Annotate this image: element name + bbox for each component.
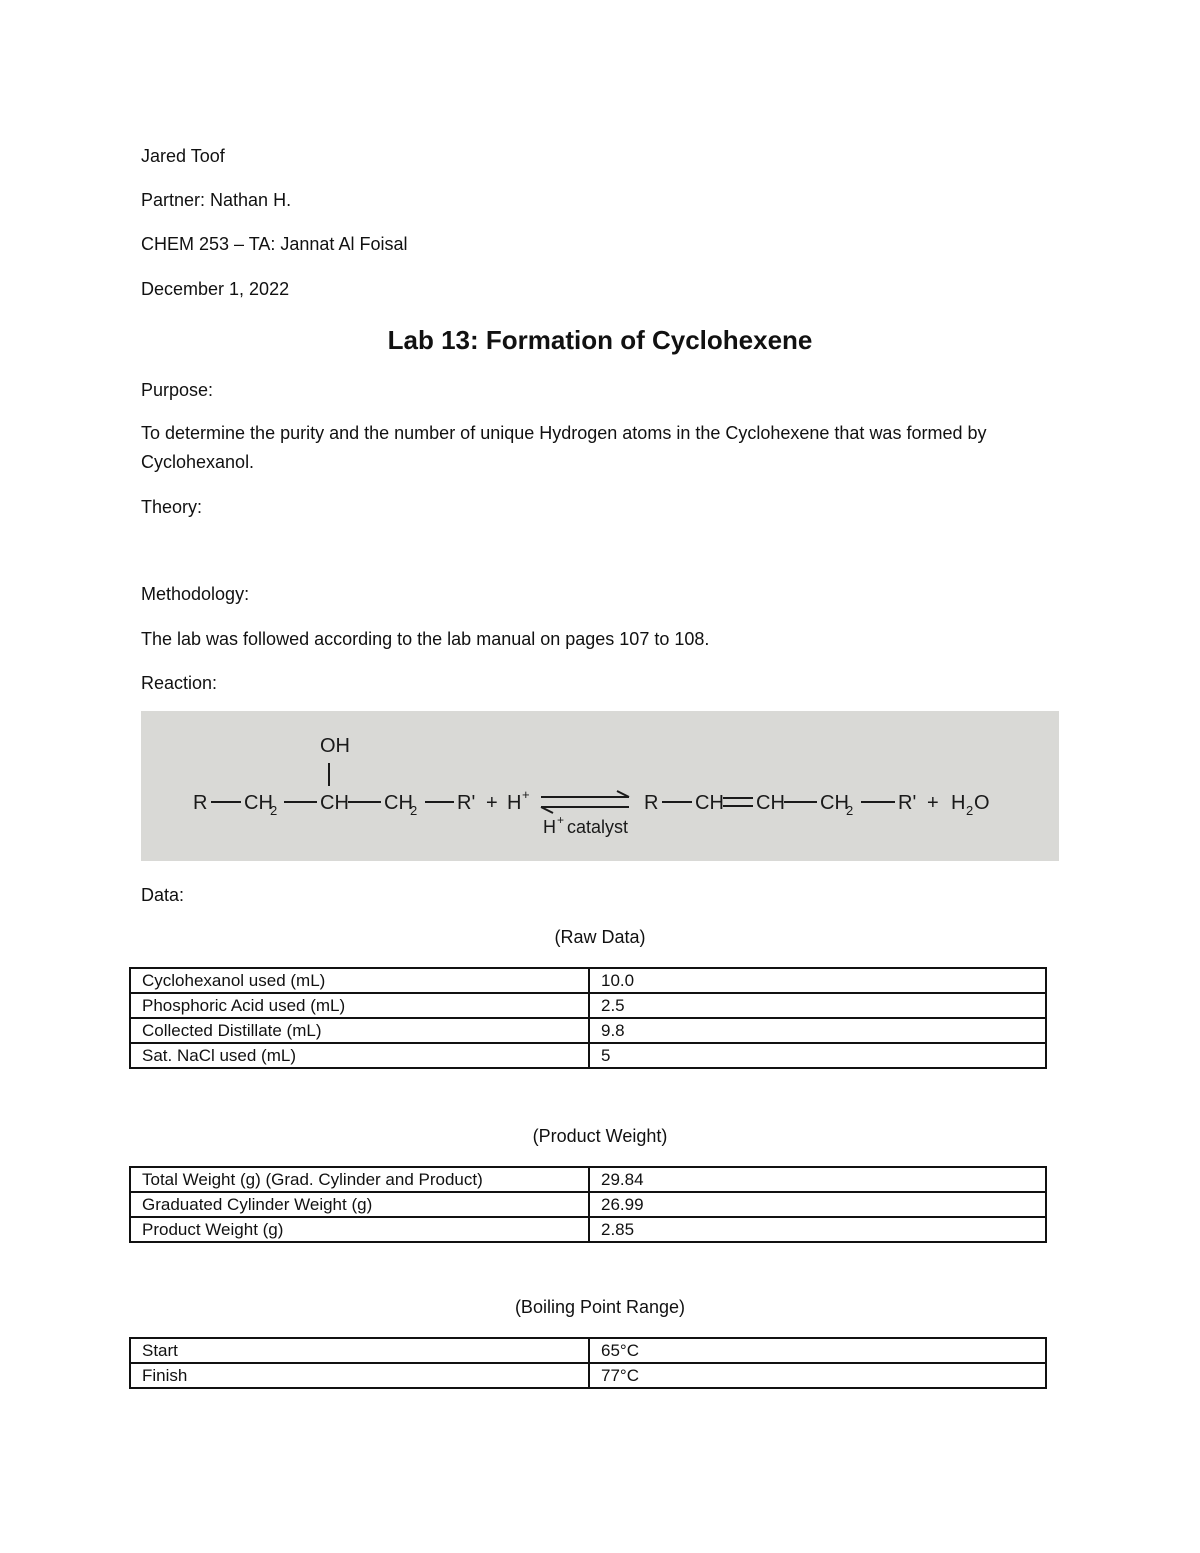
ch2-label-2: CH xyxy=(384,792,413,814)
ch-label-2: CH xyxy=(695,792,724,814)
table-row xyxy=(130,1192,1046,1217)
methodology-heading: Methodology: xyxy=(141,584,250,604)
r-label-2: R xyxy=(644,792,659,814)
water-o: O xyxy=(974,792,990,814)
r-label: R xyxy=(193,792,208,814)
table-cell: Cyclohexanol used (mL) xyxy=(130,968,589,993)
table-cell: Total Weight (g) (Grad. Cylinder and Product) xyxy=(130,1167,589,1192)
purpose-text: To determine the purity and the number of unique Hydrogen atoms in the Cyclohexene that was formed by Cyclohexanol. xyxy=(141,423,987,472)
table-row xyxy=(130,1338,1046,1363)
product-weight-table xyxy=(129,1166,1047,1243)
boiling-point-table xyxy=(129,1337,1047,1389)
table-cell: 2.5 xyxy=(589,993,1046,1018)
purpose-heading: Purpose: xyxy=(141,380,214,400)
theory-heading: Theory: xyxy=(141,497,203,517)
subscript-2-2: 2 xyxy=(410,803,418,818)
boiling-point-caption: (Boiling Point Range) xyxy=(514,1297,686,1317)
product-weight-caption: (Product Weight) xyxy=(532,1126,668,1146)
water-h: H xyxy=(951,792,966,814)
table-cell: 65°C xyxy=(589,1338,1046,1363)
table-cell: 5 xyxy=(589,1043,1046,1068)
methodology-text: The lab was followed according to the lab manual on pages 107 to 108. xyxy=(141,629,710,649)
subscript-2-1: 2 xyxy=(270,803,278,818)
table-cell: Sat. NaCl used (mL) xyxy=(130,1043,589,1068)
table-row xyxy=(130,1363,1046,1388)
table-cell: Graduated Cylinder Weight (g) xyxy=(130,1192,589,1217)
author-name: Jared Toof xyxy=(141,146,225,166)
raw-data-caption: (Raw Data) xyxy=(554,927,646,947)
catalyst-plus: + xyxy=(557,813,565,827)
table-row xyxy=(130,1217,1046,1242)
table-cell: Collected Distillate (mL) xyxy=(130,1018,589,1043)
table-cell: 2.85 xyxy=(589,1217,1046,1242)
partner-line: Partner: Nathan H. xyxy=(141,190,292,210)
h-label: H xyxy=(507,792,522,814)
h-plus-superscript: + xyxy=(522,787,530,802)
table-cell: Product Weight (g) xyxy=(130,1217,589,1242)
table-row xyxy=(130,993,1046,1018)
ch-label-3: CH xyxy=(756,792,785,814)
table-cell: 9.8 xyxy=(589,1018,1046,1043)
oh-label: OH xyxy=(320,735,350,757)
table-cell: 77°C xyxy=(589,1363,1046,1388)
water-subscript-2: 2 xyxy=(966,803,974,818)
catalyst-label: catalyst xyxy=(567,817,629,837)
table-cell: Finish xyxy=(130,1363,589,1388)
ch-label: CH xyxy=(320,792,349,814)
page-title: Lab 13: Formation of Cyclohexene xyxy=(387,325,813,355)
plus-sign-1: + xyxy=(486,792,498,814)
date-line: December 1, 2022 xyxy=(141,279,290,299)
ch2-label-1: CH xyxy=(244,792,273,814)
raw-data-table xyxy=(129,967,1047,1069)
r-prime-label-2: R' xyxy=(898,792,917,814)
table-cell: Start xyxy=(130,1338,589,1363)
table-cell: 10.0 xyxy=(589,968,1046,993)
table-row xyxy=(130,1018,1046,1043)
reaction-heading: Reaction: xyxy=(141,673,218,693)
course-line: CHEM 253 – TA: Jannat Al Foisal xyxy=(141,234,408,254)
catalyst-h: H xyxy=(543,817,556,837)
table-row xyxy=(130,968,1046,993)
subscript-2-3: 2 xyxy=(846,803,854,818)
ch2-label-3: CH xyxy=(820,792,849,814)
data-heading: Data: xyxy=(141,885,185,905)
table-cell: 26.99 xyxy=(589,1192,1046,1217)
plus-sign-2: + xyxy=(927,792,939,814)
reaction-scheme-image xyxy=(141,711,1059,861)
table-cell: 29.84 xyxy=(589,1167,1046,1192)
table-row xyxy=(130,1167,1046,1192)
table-row xyxy=(130,1043,1046,1068)
r-prime-label-1: R' xyxy=(457,792,476,814)
table-cell: Phosphoric Acid used (mL) xyxy=(130,993,589,1018)
